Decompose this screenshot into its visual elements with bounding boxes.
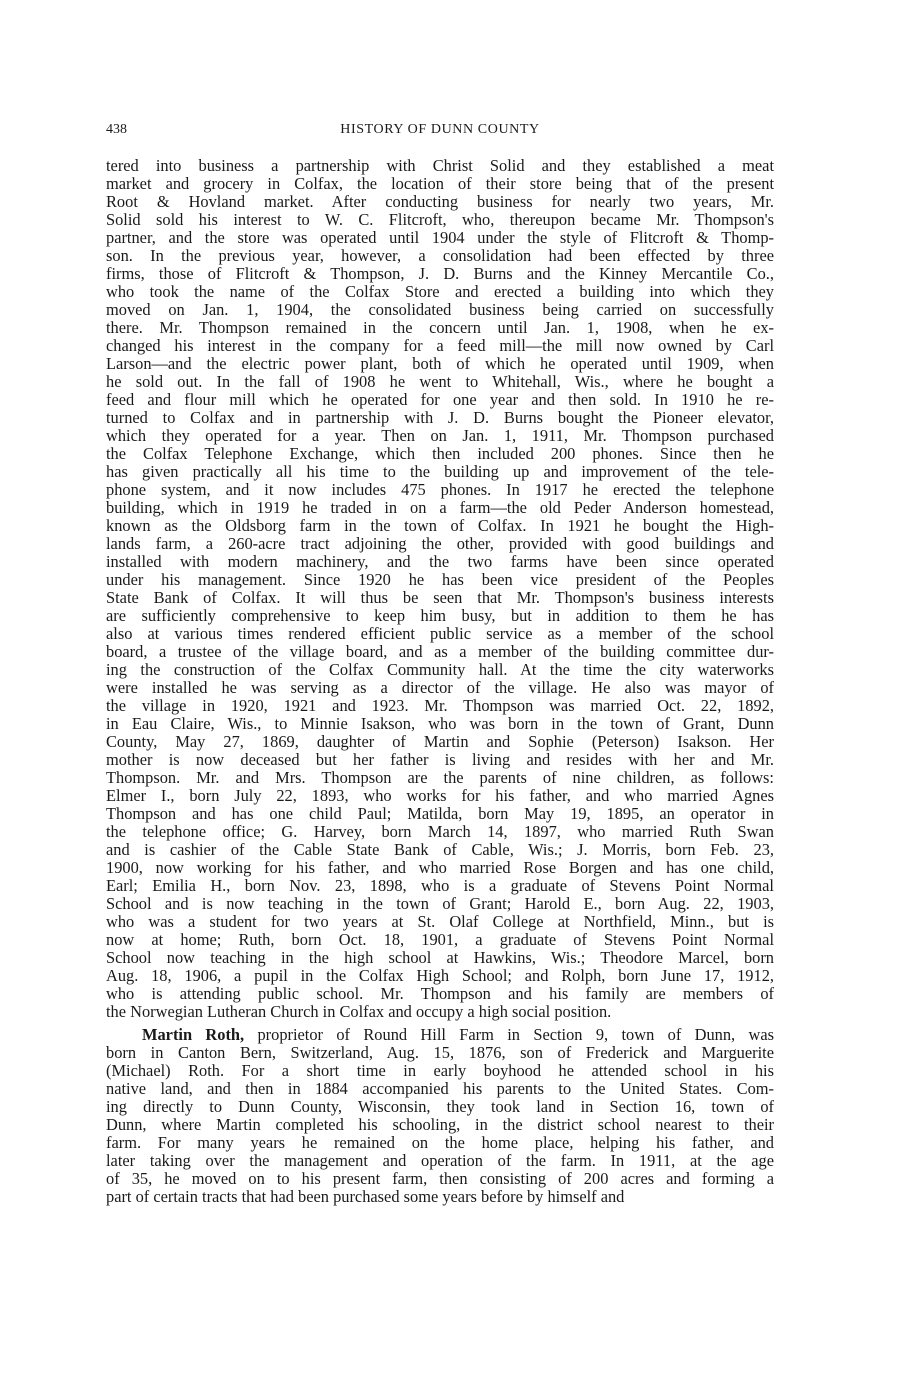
text-line: market and grocery in Colfax, the location of their store being that of the present [106,174,774,193]
text-line: farm. For many years he remained on the home place, helping his father, and [106,1133,774,1152]
text-line: County, May 27, 1869, daughter of Martin and Sophie (Peterson) Isakson. Her [106,732,774,751]
text-line: who is attending public school. Mr. Thompson and his family are members of [106,984,774,1003]
text-line: in Eau Claire, Wis., to Minnie Isakson, who was born in the town of Grant, Dunn [106,714,774,733]
text-line: School now teaching in the high school at Hawkins, Wis.; Theodore Marcel, born [106,948,774,967]
text-line: the Norwegian Lutheran Church in Colfax and occupy a high social position. [106,1002,612,1021]
text-line: Larson—and the electric power plant, both of which he operated until 1909, when [106,354,774,373]
text-line: under his management. Since 1920 he has been vice president of the Peoples [106,570,774,589]
text-line: are sufficiently comprehensive to keep him busy, but in addition to them he has [106,606,774,625]
text-line: Dunn, where Martin completed his schooling, in the district school nearest to their [106,1115,774,1134]
text-line: also at various times rendered efficient public service as a member of the school [106,624,774,643]
text-line: State Bank of Colfax. It will thus be seen that Mr. Thompson's business interests [106,588,774,607]
text-line: and is cashier of the Cable State Bank of Cable, Wis.; J. Morris, born Feb. 23, [106,840,774,859]
text-line: Earl; Emilia H., born Nov. 23, 1898, who is a graduate of Stevens Point Normal [106,876,774,895]
text-line: which they operated for a year. Then on Jan. 1, 1911, Mr. Thompson purchased [106,426,774,445]
body-text [106,157,774,1206]
text-line: 1900, now working for his father, and who married Rose Borgen and has one child, [106,858,774,877]
text-line: phone system, and it now includes 475 phones. In 1917 he erected the telephone [106,480,774,499]
text-line: (Michael) Roth. For a short time in early boyhood he attended school in his [106,1061,774,1080]
text-line: mother is now deceased but her father is living and resides with her and Mr. [106,750,774,769]
text-line: Aug. 18, 1906, a pupil in the Colfax High School; and Rolph, born June 17, 1912, [106,966,774,985]
text-line: partner, and the store was operated until 1904 under the style of Flitcroft & Thomp- [106,228,774,247]
text-line: ing directly to Dunn County, Wisconsin, they took land in Section 16, town of [106,1097,774,1116]
text-line: building, which in 1919 he traded in on a farm—the old Peder Anderson homestead, [106,498,774,517]
text-line: native land, and then in 1884 accompanied his parents to the United States. Com- [106,1079,774,1098]
text-line: has given practically all his time to the building up and improvement of the tele- [106,462,774,481]
text-line: feed and flour mill which he operated for one year and then sold. In 1910 he re- [106,390,774,409]
text-line: born in Canton Bern, Switzerland, Aug. 15, 1876, son of Frederick and Marguerite [106,1043,774,1062]
text-line: lands farm, a 260-acre tract adjoining the other, provided with good buildings and [106,534,774,553]
paragraph-thompson [106,157,774,1021]
text-line: moved on Jan. 1, 1904, the consolidated business being carried on successfully [106,300,774,319]
text-line: the village in 1920, 1921 and 1923. Mr. Thompson was married Oct. 22, 1892, [106,696,774,715]
text-line: of 35, he moved on to his present farm, then consisting of 200 acres and forming a [106,1169,774,1188]
running-head [106,118,774,142]
text-line: now at home; Ruth, born Oct. 18, 1901, a graduate of Stevens Point Normal [106,930,774,949]
page-number: 438 [106,122,127,137]
text-line: Elmer I., born July 22, 1893, who works for his father, and who married Agnes [106,786,774,805]
text-line: Thompson and has one child Paul; Matilda, born May 19, 1895, an operator in [106,804,774,823]
text-line: tered into business a partnership with Christ Solid and they established a meat [106,156,774,175]
line-text: proprietor of Round Hill Farm in Section 9, town of Dunn, was [244,1025,774,1044]
text-line: School and is now teaching in the town of Grant; Harold E., born Aug. 22, 1903, [106,894,774,913]
text-line: Root & Hovland market. After conducting business for nearly two years, Mr. [106,192,774,211]
text-line: changed his interest in the company for a feed mill—the mill now owned by Carl [106,336,774,355]
text-line: he sold out. In the fall of 1908 he went to Whitehall, Wis., where he bought a [106,372,774,391]
text-line [106,1026,774,1044]
text-line: the telephone office; G. Harvey, born March 14, 1897, who married Ruth Swan [106,822,774,841]
text-line: part of certain tracts that had been purchased some years before by himself and [106,1187,625,1206]
text-line: there. Mr. Thompson remained in the concern until Jan. 1, 1908, when he ex- [106,318,774,337]
text-line: turned to Colfax and in partnership with J. D. Burns bought the Pioneer elevator, [106,408,774,427]
text-line: who was a student for two years at St. Olaf College at Northfield, Minn., but is [106,912,774,931]
text-line: installed with modern machinery, and the two farms have been since operated [106,552,774,571]
text-line: board, a trustee of the village board, and as a member of the building committee dur- [106,642,774,661]
text-line: Thompson. Mr. and Mrs. Thompson are the parents of nine children, as follows: [106,768,774,787]
text-line: firms, those of Flitcroft & Thompson, J. D. Burns and the Kinney Mercantile Co., [106,264,774,283]
text-line: were installed he was serving as a director of the village. He also was mayor of [106,678,774,697]
text-line: who took the name of the Colfax Store and erected a building into which they [106,282,774,301]
page [106,118,774,1206]
text-line: later taking over the management and operation of the farm. In 1911, at the age [106,1151,774,1170]
text-line: Solid sold his interest to W. C. Flitcroft, who, thereupon became Mr. Thompson's [106,210,774,229]
text-line: ing the construction of the Colfax Community hall. At the time the city waterworks [106,660,774,679]
paragraph-martin-roth [106,1026,774,1206]
lead-name: Martin Roth, [142,1025,245,1044]
text-line: known as the Oldsborg farm in the town of Colfax. In 1921 he bought the High- [106,516,774,535]
running-title: HISTORY OF DUNN COUNTY [340,122,540,137]
text-line: the Colfax Telephone Exchange, which then included 200 phones. Since then he [106,444,774,463]
text-line: son. In the previous year, however, a consolidation had been effected by three [106,246,774,265]
